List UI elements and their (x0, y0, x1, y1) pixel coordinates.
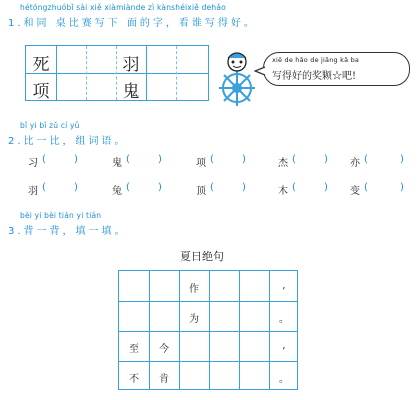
q3-number: 3. (8, 226, 24, 237)
mascot-illustration (213, 48, 261, 106)
q2-pinyin: bǐ yi bǐ zǔ cí yǔ (20, 121, 80, 130)
answer-paren-open: ( (364, 182, 368, 193)
answer-paren-close: ) (242, 182, 246, 193)
poem-punct: , (282, 340, 286, 351)
poem-cell: 至 (129, 344, 139, 355)
answer-paren-close: ) (158, 154, 162, 165)
q1-text: 和同 桌比赛写下 面的字，看谁写得好。 (23, 18, 257, 29)
q1-pinyin: hétóngzhuóbǐ sài xiě xiàmiànde zì kànshéixiě dehǎo (20, 3, 226, 12)
word-item: 木 (278, 186, 288, 197)
writing-grid (25, 45, 209, 101)
answer-paren-close: ) (324, 182, 328, 193)
answer-paren-open: ( (292, 182, 296, 193)
grid-char: 死 (32, 55, 50, 75)
word-item: 变 (350, 186, 360, 197)
answer-paren-open: ( (42, 154, 46, 165)
grid-col-divider (56, 46, 57, 100)
poem-punct: 。 (279, 374, 289, 385)
poem-punct: , (282, 280, 286, 291)
q2-number: 2. (8, 136, 24, 147)
q3-instruction (8, 222, 128, 237)
answer-paren-close: ) (242, 154, 246, 165)
grid-row-divider (26, 73, 208, 74)
word-item: 项 (196, 158, 206, 169)
answer-paren-open: ( (126, 182, 130, 193)
answer-paren-close: ) (400, 154, 404, 165)
poem-cell: 今 (159, 344, 169, 355)
grid-col-divider (146, 46, 147, 100)
answer-paren-close: ) (324, 154, 328, 165)
poem-cell: 作 (189, 284, 199, 295)
answer-paren-close: ) (74, 154, 78, 165)
poem-punct: 。 (279, 314, 289, 325)
word-item: 兔 (112, 186, 122, 197)
answer-paren-close: ) (74, 182, 78, 193)
answer-paren-close: ) (400, 182, 404, 193)
speech-bubble (263, 52, 410, 86)
word-item: 亦 (350, 158, 360, 169)
q2-text: 比一比，组词语。 (23, 136, 128, 147)
answer-paren-open: ( (210, 182, 214, 193)
poem-row-divider (119, 331, 297, 332)
answer-paren-open: ( (210, 154, 214, 165)
grid-col-divider (116, 46, 117, 100)
word-item: 羽 (28, 186, 38, 197)
poem-col-divider (209, 271, 210, 389)
answer-paren-open: ( (364, 154, 368, 165)
poem-cell: 肯 (159, 374, 169, 385)
answer-paren-open: ( (292, 154, 296, 165)
poem-title: 夏日绝句 (180, 250, 224, 263)
poem-grid (118, 270, 298, 390)
bubble-text: 写得好的奖颗☆吧! (272, 71, 357, 82)
q3-pinyin: bèi yi bèi tián yi tián (20, 211, 102, 220)
word-item: 杰 (278, 158, 288, 169)
bubble-pinyin: xiě de hǎo de jiǎng kǎ ba (272, 56, 360, 64)
poem-col-divider (239, 271, 240, 389)
bubble-tail (254, 66, 266, 76)
answer-paren-open: ( (126, 154, 130, 165)
word-item: 习 (28, 158, 38, 169)
q3-text: 背一背，填一填。 (23, 226, 128, 237)
answer-paren-close: ) (158, 182, 162, 193)
poem-cell: 为 (189, 314, 199, 325)
word-item: 鬼 (112, 158, 122, 169)
poem-row-divider (119, 301, 297, 302)
q1-number: 1. (8, 18, 24, 29)
grid-col-divider (176, 46, 177, 100)
grid-char: 项 (32, 82, 50, 102)
poem-row-divider (119, 361, 297, 362)
word-item: 顶 (196, 186, 206, 197)
grid-col-divider (86, 46, 87, 100)
q2-instruction (8, 132, 128, 147)
grid-char: 羽 (122, 55, 140, 75)
grid-char: 鬼 (122, 82, 140, 102)
poem-cell: 不 (129, 374, 139, 385)
answer-paren-open: ( (42, 182, 46, 193)
q1-instruction (8, 14, 257, 29)
